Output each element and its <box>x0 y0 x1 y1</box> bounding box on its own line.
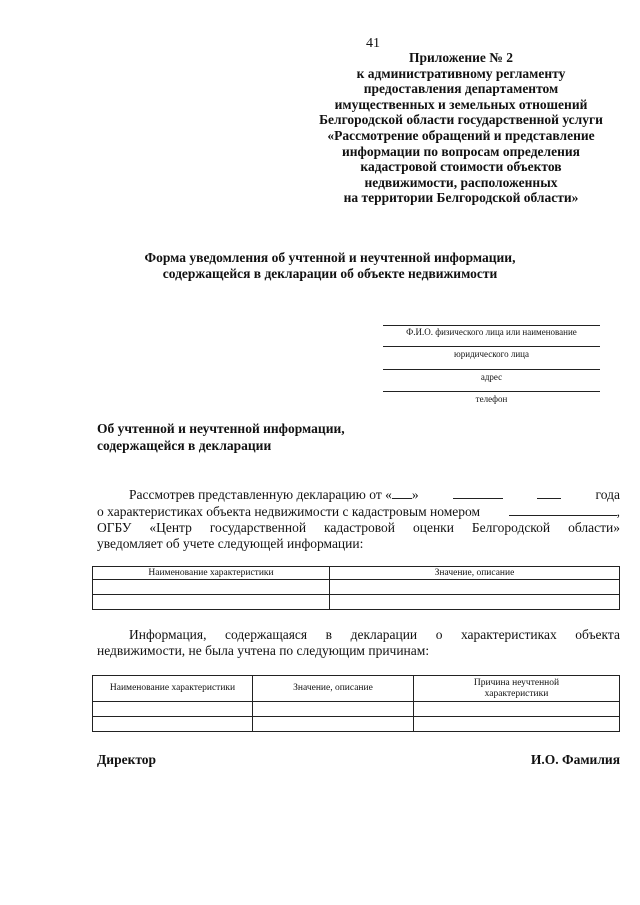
table-header-cell: Значение, описание <box>330 567 620 580</box>
table-header-cell: Причина неучтенной характеристики <box>414 676 620 702</box>
appendix-line: предоставления департаментом <box>363 81 559 97</box>
cadastral-text: о характеристиках объекта недвижимости с кадастровым номером <box>97 504 481 519</box>
subject-heading <box>97 420 345 454</box>
paragraph-line: ОГБУ «Центр государственной кадастровой оценки Белгородской области» <box>97 520 620 535</box>
table-header-cell: Наименование характеристики <box>93 567 330 580</box>
form-title-line: Форма уведомления об учтенной и неучтенной информации, <box>144 250 516 265</box>
unaccounted-info-table <box>92 675 620 732</box>
appendix-header <box>300 50 622 206</box>
paragraph-line: уведомляет об учете следующей информации: <box>97 536 364 551</box>
paragraph-unaccounted <box>97 627 620 659</box>
paragraph-line <box>97 503 620 520</box>
table-cell[interactable] <box>93 717 253 732</box>
table-cell[interactable] <box>93 595 330 610</box>
appendix-line: Приложение № 2 <box>409 50 513 65</box>
table-header-cell: Наименование характеристики <box>93 676 253 702</box>
phone-label: телефон <box>475 394 508 404</box>
declaration-text: Рассмотрев представленную декларацию от « <box>129 487 392 502</box>
signature-name: И.О. Фамилия <box>530 752 620 767</box>
table-cell[interactable] <box>93 580 330 595</box>
appendix-line: информации по вопросам определения <box>342 143 580 159</box>
quote-close: » <box>411 487 419 502</box>
table-cell[interactable] <box>330 580 620 595</box>
appendix-line: кадастровой стоимости объектов <box>360 159 562 175</box>
table-header-row <box>93 567 620 580</box>
comma: , <box>616 504 620 519</box>
paragraph-line: Информация, содержащаяся в декларации о характеристиках объекта <box>129 627 620 642</box>
table-cell[interactable] <box>330 595 620 610</box>
recipient-name-label-cont: юридического лица <box>454 349 529 359</box>
table-row <box>93 702 620 717</box>
table-cell[interactable] <box>414 717 620 732</box>
appendix-line: имущественных и земельных отношений <box>334 96 588 112</box>
table-cell[interactable] <box>414 702 620 717</box>
table-cell[interactable] <box>253 717 414 732</box>
form-title <box>60 250 600 282</box>
table-row <box>93 580 620 595</box>
accounted-info-table <box>92 566 620 610</box>
recipient-line[interactable] <box>383 325 600 326</box>
address-label: адрес <box>480 372 503 382</box>
appendix-line: на территории Белгородской области» <box>343 190 579 206</box>
table-row <box>93 595 620 610</box>
signature-position: Директор <box>97 752 157 767</box>
table-header-cell: Значение, описание <box>253 676 414 702</box>
paragraph-line: недвижимости, не была учтена по следующим причинам: <box>97 643 430 658</box>
appendix-line: к административному регламенту <box>356 65 566 81</box>
date-day-blank[interactable] <box>392 486 412 499</box>
paragraph-declaration <box>97 486 620 552</box>
subject-line: Об учтенной и неучтенной информации, <box>97 421 345 436</box>
form-title-line: содержащейся в декларации об объекте недвижимости <box>162 266 498 281</box>
recipient-line[interactable] <box>383 346 600 347</box>
appendix-line: недвижимости, расположенных <box>364 174 558 190</box>
year-word: года <box>595 487 620 502</box>
table-cell[interactable] <box>93 702 253 717</box>
appendix-line: Белгородской области государственной услуги <box>319 112 603 128</box>
cadastral-number-blank[interactable] <box>509 503 617 516</box>
table-cell[interactable] <box>253 702 414 717</box>
table-row <box>93 717 620 732</box>
recipient-name-label: Ф.И.О. физического лица или наименование <box>406 327 577 337</box>
address-line[interactable] <box>383 369 600 370</box>
paragraph-line <box>97 486 620 503</box>
appendix-line: «Рассмотрение обращений и представление <box>327 127 595 143</box>
phone-line[interactable] <box>383 391 600 392</box>
date-year-blank[interactable] <box>537 486 561 499</box>
date-month-blank[interactable] <box>453 486 503 499</box>
subject-line: содержащейся в декларации <box>97 438 272 453</box>
table-header-row <box>93 676 620 702</box>
page-number: 41 <box>366 36 380 51</box>
